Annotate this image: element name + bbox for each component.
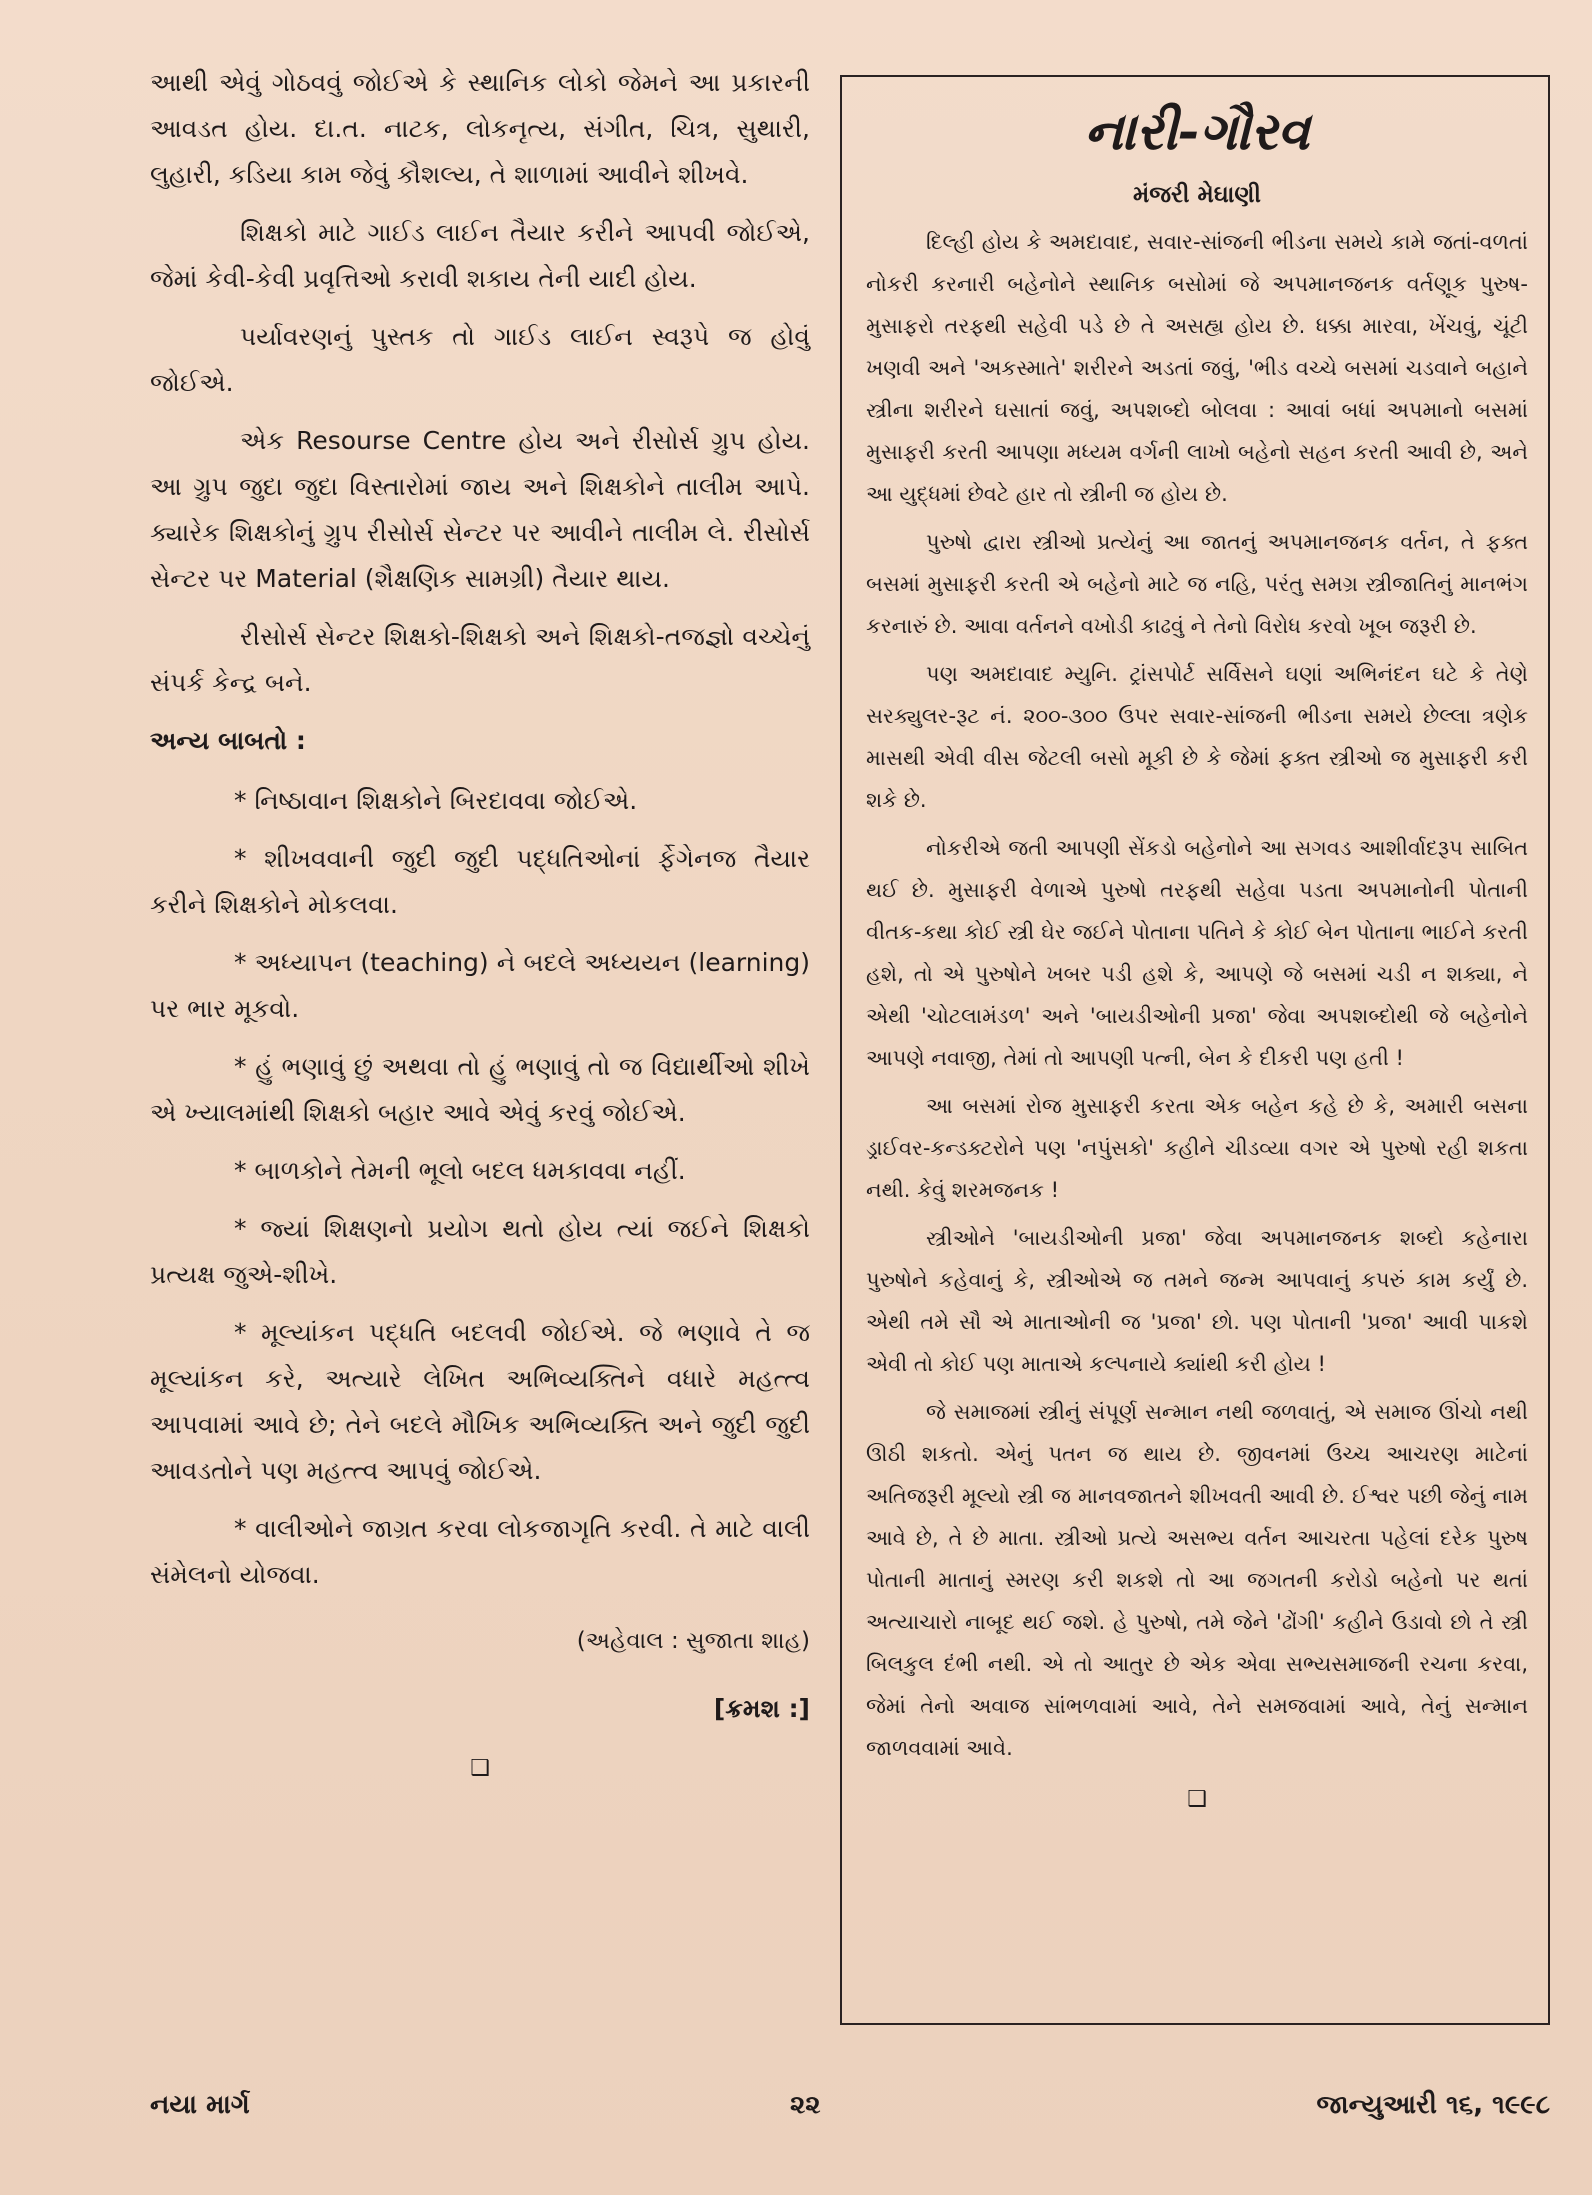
left-paragraph-2: શિક્ષકો માટે ગાઈડ લાઈન તૈયાર કરીને આપવી જોઈએ, જેમાં કેવી-કેવી પ્રવૃત્તિઓ કરાવી શકાય તેની યાદી હોય.	[150, 218, 810, 293]
left-paragraph-1: આથી એવું ગોઠવવું જોઈએ કે સ્થાનિક લોકો જેમને આ પ્રકારની આવડત હોય. દા.ત. નાટક, લોકનૃત્ય, સંગીત, ચિત્ર, સુથારી, લુહારી, કડિયા કામ જેવું કૌશલ્ય, તે શાળામાં આવીને શીખવે.	[150, 68, 810, 189]
footer-page-number: ૨૨	[790, 2090, 821, 2120]
report-credit: (અહેવાલ : સુજાતા શાહ)	[576, 1628, 810, 1654]
end-box-icon: ❑	[1187, 1787, 1207, 1812]
bullet-item: * બાળકોને તેમની ભૂલો બદલ ધમકાવવા નહીં.	[234, 1156, 686, 1185]
bullet-item: * અધ્યાપન (teaching) ને બદલે અધ્યયન (learning) પર ભાર મૂકવો.	[150, 948, 810, 1023]
box-paragraph: નોકરીએ જતી આપણી સેંકડો બહેનોને આ સગવડ આશીર્વાદરૂપ સાબિત થઈ છે. મુસાફરી વેળાએ પુરુષો તરફથી સહેવા પડતા અપમાનોની પોતાની વીતક-કથા કોઈ સ્ત્રી ઘેર જઈને પોતાના પતિને કે કોઈ બેન પોતાના ભાઈને કરતી હશે, તો એ પુરુષોને ખબર પડી હશે કે, આપણે જે બસમાં ચડી ન શક્યા, ને એથી 'ચોટલામંડળ' અને 'બાયડીઓની પ્રજા' જેવા અપશબ્દોથી જે બહેનોને આપણે નવાજી, તેમાં તો આપણી પત્ની, બેન કે દીકરી પણ હતી !	[866, 836, 1528, 1070]
end-box-icon: ❑	[470, 1756, 490, 1781]
bullet-item: * શીખવવાની જુદી જુદી પદ્ધતિઓનાં ર્ફેગેનજ તૈયાર કરીને શિક્ષકોને મોકલવા.	[150, 844, 810, 919]
box-author: મંજરી મેઘાણી	[1133, 182, 1261, 208]
box-paragraph: પુરુષો દ્વારા સ્ત્રીઓ પ્રત્યેનું આ જાતનું અપમાનજનક વર્તન, તે ફક્ત બસમાં મુસાફરી કરતી એ બહેનો માટે જ નહિ, પરંતુ સમગ્ર સ્ત્રીજાતિનું માનભંગ કરનારું છે. આવા વર્તનને વખોડી કાઢવું ને તેનો વિરોધ કરવો ખૂબ જરૂરી છે.	[866, 530, 1528, 638]
bullet-item: * જ્યાં શિક્ષણનો પ્રયોગ થતો હોય ત્યાં જઈને શિક્ષકો પ્રત્યક્ષ જુએ-શીખે.	[150, 1214, 810, 1289]
continued-marker: [ક્રમશ :]	[713, 1694, 810, 1723]
nari-gaurav-content	[866, 97, 1528, 1812]
footer-date: જાન્યુઆરી ૧૬, ૧૯૯૮	[1316, 2090, 1550, 2120]
box-paragraph: દિલ્હી હોય કે અમદાવાદ, સવાર-સાંજની ભીડના સમયે કામે જતાં-વળતાં નોકરી કરનારી બહેનોને સ્થાનિક બસોમાં જે અપમાનજનક વર્તણૂક પુરુષ-મુસાફરો તરફથી સહેવી પડે છે તે અસહ્ય હોય છે. ધક્કા મારવા, ખેંચવું, ચૂંટી ખણવી અને 'અકસ્માતે' શરીરને અડતાં જવું, 'ભીડ વચ્ચે બસમાં ચડવાને બહાને સ્ત્રીના શરીરને ઘસાતાં જવું, અપશબ્દો બોલવા : આવાં બધાં અપમાનો બસમાં મુસાફરી કરતી આપણા મધ્યમ વર્ગની લાખો બહેનો સહન કરતી આવી છે, અને આ યુદ્ધમાં છેવટે હાર તો સ્ત્રીની જ હોય છે.	[866, 230, 1528, 506]
box-paragraph: જે સમાજમાં સ્ત્રીનું સંપૂર્ણ સન્માન નથી જળવાતું, એ સમાજ ઊંચો નથી ઊઠી શકતો. એનું પતન જ થાય છે. જીવનમાં ઉચ્ચ આચરણ માટેનાં અતિજરૂરી મૂલ્યો સ્ત્રી જ માનવજાતને શીખવતી આવી છે. ઈશ્વર પછી જેનું નામ આવે છે, તે છે માતા. સ્ત્રીઓ પ્રત્યે અસભ્ય વર્તન આચરતા પહેલાં દરેક પુરુષ પોતાની માતાનું સ્મરણ કરી શકશે તો આ જગતની કરોડો બહેનો પર થતાં અત્યાચારો નાબૂદ થઈ જશે. હે પુરુષો, તમે જેને 'ઢોંગી' કહીને ઉડાવો છો તે સ્ત્રી બિલકુલ દંભી નથી. એ તો આતુર છે એક એવા સભ્યસમાજની રચના કરવા, જેમાં તેનો અવાજ સાંભળવામાં આવે, તેને સમજવામાં આવે, તેનું સન્માન જાળવવામાં આવે.	[866, 1400, 1528, 1760]
bullet-item: * વાલીઓને જાગ્રત કરવા લોકજાગૃતિ કરવી. તે માટે વાલી સંમેલનો યોજવા.	[150, 1514, 810, 1589]
left-paragraph-3: પર્યાવરણનું પુસ્તક તો ગાઈડ લાઈન સ્વરૂપે જ હોવું જોઈએ.	[150, 322, 810, 397]
nari-gaurav-box	[840, 75, 1550, 2025]
section-subheading: અન્ય બાબતો :	[150, 726, 306, 755]
box-paragraph: સ્ત્રીઓને 'બાયડીઓની પ્રજા' જેવા અપમાનજનક શબ્દો કહેનારા પુરુષોને કહેવાનું કે, સ્ત્રીઓએ જ તમને જન્મ આપવાનું કપરું કામ કર્યું છે. એથી તમે સૌ એ માતાઓની જ 'પ્રજા' છો. પણ પોતાની 'પ્રજા' આવી પાકશે એવી તો કોઈ પણ માતાએ કલ્પનાયે ક્યાંથી કરી હોય !	[866, 1226, 1528, 1376]
box-paragraph: આ બસમાં રોજ મુસાફરી કરતા એક બહેન કહે છે કે, અમારી બસના ડ્રાઈવર-કન્ડક્ટરોને પણ 'નપુંસકો' કહીને ચીડવ્યા વગર એ પુરુષો રહી શકતા નથી. કેવું શરમજનક !	[866, 1094, 1528, 1202]
left-paragraph-4: એક Resourse Centre હોય અને રીસોર્સ ગ્રુપ હોય. આ ગ્રુપ જુદા જુદા વિસ્તારોમાં જાય અને શિક્ષકોને તાલીમ આપે. ક્યારેક શિક્ષકોનું ગ્રુપ રીસોર્સ સેન્ટર પર આવીને તાલીમ લે. રીસોર્સ સેન્ટર પર Material (શૈક્ષણિક સામગ્રી) તૈયાર થાય.	[150, 426, 810, 593]
page-footer	[150, 2090, 1550, 2130]
box-title: નારી-ગૌરવ	[1084, 101, 1310, 162]
box-paragraph: પણ અમદાવાદ મ્યુનિ. ટ્રાંસપોર્ટ સર્વિસને ઘણાં અભિનંદન ઘટે કે તેણે સરક્યુલર-રૂટ નં. ૨૦૦-૩૦૦ ઉપર સવાર-સાંજની ભીડના સમયે છેલ્લા ત્રણેક માસથી એવી વીસ જેટલી બસો મૂકી છે કે જેમાં ફક્ત સ્ત્રીઓ જ મુસાફરી કરી શકે છે.	[866, 662, 1528, 812]
left-paragraph-5: રીસોર્સ સેન્ટર શિક્ષકો-શિક્ષકો અને શિક્ષકો-તજજ્ઞો વચ્ચેનું સંપર્ક કેન્દ્ર બને.	[150, 622, 810, 697]
left-column	[150, 60, 810, 1792]
bullet-item: * હું ભણાવું છું અથવા તો હું ભણાવું તો જ વિદ્યાર્થીઓ શીખે એ ખ્યાલમાંથી શિક્ષકો બહાર આવે એવું કરવું જોઈએ.	[150, 1052, 810, 1127]
bullet-item: * નિષ્ઠાવાન શિક્ષકોને બિરદાવવા જોઈએ.	[234, 786, 638, 815]
footer-publication: નયા માર્ગ	[150, 2090, 250, 2120]
bullet-item: * મૂલ્યાંકન પદ્ધતિ બદલવી જોઈએ. જે ભણાવે તે જ મૂલ્યાંકન કરે, અત્યારે લેખિત અભિવ્યક્તિને વધારે મહત્ત્વ આપવામાં આવે છે; તેને બદલે મૌખિક અભિવ્યક્તિ અને જુદી જુદી આવડતોને પણ મહત્ત્વ આપવું જોઈએ.	[150, 1318, 810, 1485]
